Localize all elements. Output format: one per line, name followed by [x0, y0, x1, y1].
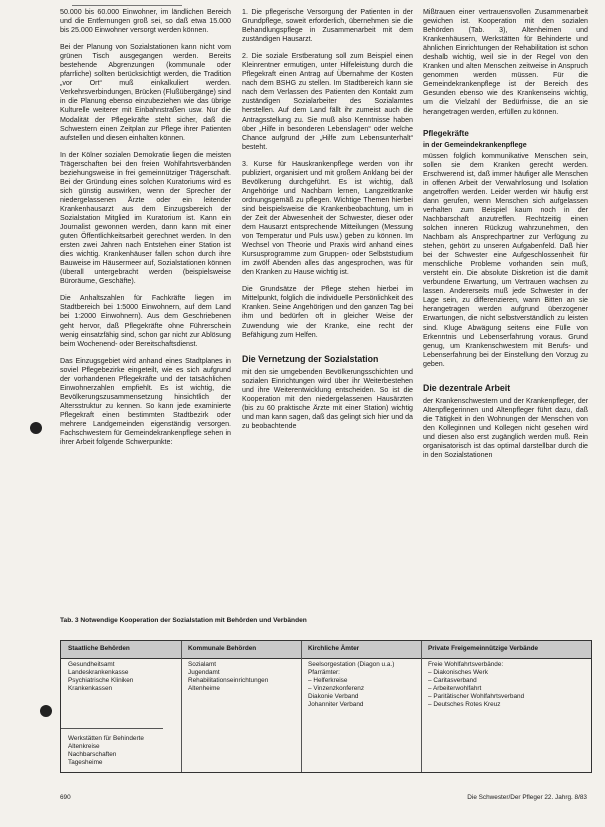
section-subheading: in der Gemeindekrankenpflege: [423, 140, 527, 149]
table-item: – Helferkreise: [308, 677, 348, 684]
table-item: Altenheime: [188, 685, 220, 692]
punch-hole-icon: [40, 705, 52, 717]
table-item: Nachbarschaften: [68, 751, 117, 758]
table-item: Pfarrämter:: [308, 669, 340, 676]
paragraph: Das Einzugsgebiet wird anhand eines Stadtplanes in soviel Pflegebezirke eingeteilt, wie es sich aufgrund der vorhandenen Pflegekräfte und der tatsächlichen Einwohnerzahlen empfiehlt. Es ist wichtig, die Bevölkerungszusammensetzung hinsichtlich der Altersstruktur zu kennen. So kann jede examinierte Pflegekraft einen bestimmten Stadtbezirk oder mehrere Landgemeinden eigenständig versorgen. Fachschwestern für Gemeindekrankenpflege sehen in ihrer Arbeit folgende Schwerpunkte:: [60, 356, 231, 447]
table-header-cell: Staatliche Behörden: [68, 645, 130, 652]
table-header-cell: Private Freigemeinnützige Verbände: [428, 645, 539, 652]
table-item: – Diakonisches Werk: [428, 669, 488, 676]
table-item: – Arbeiterwohlfahrt: [428, 685, 482, 692]
paragraph: müssen folglich kommunikative Menschen sein, sollen sie dem Kranken gerecht werden. Erschwerend ist, daß immer häufiger alle Menschen in offenen Arbeit der Verwahrlosung und Isolation angetroffen werden. Leider werden wir häufig erst dann gerufen, wenn Menschen sich aufgelassen verhalten zum Beispiel kaum noch in der Nachbarschaft anzutreffen. Rechtzeitig einen solchen inneren Rückzug wahrzunehmen, den Nachbarn als Ansprechpartner zur Verfügung zu stehen, gehört zu unseren Aufgabenfeld. Daß hier bei der Schwester eine Aufgeschlossenheit für menschliche Probleme vorhanden sein muß, versteht ein. Die absolute Diskretion ist die damit verbundene Erwartung, um Vertrauen wachsen zu lassen. Andererseits muß jede Schwester in der Lage sein, zu differenzieren, wann Bitten an sie herangetragen werden aufgrund überzogener Erwartungen, die nicht selbstverständlich zu leisten sind. Kluge Abwägung seitens eine Fülle von Erkenntnis und Lebenserfahrung voraus. Grund genug, um Krankenschwestern mit Berufs- und Lebenserfahrung bei der Einstellung den Vorzug zu geben.: [423, 151, 588, 368]
table-item: Psychiatrische Kliniken: [68, 677, 134, 684]
paragraph: Die Grundsätze der Pflege stehen hierbei im Mittelpunkt, folglich die individuelle Persönlichkeit des Kranken. Seine Angehörigen und den ganzen Tag bei ihm und bedürfen oft in gleicher Weise der Zuwendung wie der Kranke, eine recht der Befähigung zum Helfen.: [242, 285, 413, 339]
table-item: Krankenkassen: [68, 685, 113, 692]
table-divider: [181, 641, 182, 772]
paragraph: 1. Die pflegerische Versorgung der Patienten in der Grundpflege, soweit erforderlich, übernehmen sie die Behandlungspflege in Zusammenarbeit mit dem zuständigen Hausarzt.: [242, 8, 413, 44]
paragraph: der Krankenschwestern und der Krankenpfleger, der Altenpflegerinnen und Altenpfleger führt dazu, daß die Tätigkeit in den Wohnungen der Menschen von den Kolleginnen und Kollegen nicht gesehen wird und diesen also erst zugänglich werden muß. Rein organisatorisch ist das optimal darstellbar durch die in den Sozialstationen: [423, 396, 588, 460]
table-row-divider: [61, 728, 163, 729]
paragraph: mit den sie umgebenden Bevölkerungsschichten und sozialen Einrichtungen wird über ihr Weiterbestehen und ihre Weiterentwicklung entscheiden. So ist die Kooperation mit den niedergelassenen Hausärzten (bis zu 60 praktische Ärzte mit einer Station) wichtig und man kann sagen, daß das gelingt sich hier und da zu beobachtende: [242, 367, 413, 430]
paragraph: 3. Kurse für Hauskrankenpflege werden von ihr publiziert, organisiert und mit großem Anklang bei der Bevölkerung durchgeführt. Es ist wichtig, daß Angehörige und Nachbarn lernen, Langzeitkranke ordnungsgemäß zu pflegen. Wichtige Themen hierbei sind beispielsweise die Krankenbeobachtung, um in der Zeit der Abwesenheit der Schwester, dieser oder dem Hausarzt entsprechende Mitteilungen (Messung von Temperatur und Puls usw.) geben zu können. Im Wechsel von Theorie und Praxis wird anhand eines Kursusprogramme zum Gruppen- oder Selbststudium im zwölf Abenden alles das angesprochen, was für den Kranken zu Hause wichtig ist.: [242, 159, 413, 277]
table-item: Landeskrankenkasse: [68, 669, 129, 676]
section-heading: Die Vernetzung der Sozialstation: [242, 353, 379, 364]
table-header-row: [61, 641, 591, 659]
section-heading: Pflegekräfte: [423, 128, 469, 138]
paragraph: 2. Die soziale Erstberatung soll zum Beispiel einen Kleinrentner ermutigen, unter Hilfeleistung durch die Pflegekraft einen Antrag auf Übernahme der Kosten nach dem BSHG zu stellen. Im Stadtbereich kann sie nach dem Verlassen des Patienten den Kontakt zum zuständigen Sozialarbeiter des Sozialamtes herstellen. Auf dem Land fällt ihr zumeist auch die Antragsstellung zu. Sie muß also Kenntnisse haben über „Hilfe in besonderen Lebenslagen“ oder welche Chance aufgrund der „Hilfe zum Lebensunterhalt“ besteht.: [242, 52, 413, 151]
table-item: Werkstätten für Behinderte: [68, 735, 144, 742]
page-number: 690: [60, 794, 71, 801]
section-heading: Die dezentrale Arbeit: [423, 382, 511, 393]
table-item: Rehabilitationseinrichtungen: [188, 677, 269, 684]
punch-hole-icon: [30, 422, 42, 434]
text-column-3: [423, 8, 588, 468]
table-cell-kommunale: [188, 661, 268, 693]
table-cell-private: [428, 661, 524, 709]
table-item: Tagesheime: [68, 759, 103, 766]
table-item: Jugendamt: [188, 669, 220, 676]
table-cell-staatliche: [68, 661, 133, 693]
table-cell-kirchliche: [308, 661, 394, 709]
paragraph: Die Anhaltszahlen für Fachkräfte liegen im Stadtbereich bei 1:5000 Einwohnern, auf dem Land bei 1:2000 Einwohnern). Aus dem Geschriebenen geht hervor, daß Pflegekräfte ohne Führerschein wenig einsatzfähig sind, schon gar nicht zur Ablösung beim Wochenend- oder Bereitschaftsdienst.: [60, 294, 231, 348]
table-item: – Paritätischer Wohlfahrtsverband: [428, 693, 525, 700]
table-caption: Tab. 3 Notwendige Kooperation der Sozialstation mit Behörden und Verbänden: [60, 617, 307, 624]
paragraph: Mißtrauen einer vertrauensvollen Zusammenarbeit gewichen ist. Kooperation mit den sozialen Behörden (Tab. 3), Altenheimen und Krankenhäusern, Werkstätten für Behinderte und ähnlichen Einrichtungen der Rehabilitation ist schon deshalb wichtig, weil sie in der Regel von den Kranken und alten Menschen zeitweise in Anspruch genommen werden müssen. Für die Gemeindekrankenpflege ist der Bereich des Gesunden ebenso wie des Krankenseins wichtig, um die Vielzahl der Bedürfnisse, die an sie herangetragen werden, erfüllen zu können.: [423, 8, 588, 116]
table-cell-staatliche-extra: [68, 735, 144, 767]
table-item: – Deutsches Rotes Kreuz: [428, 701, 501, 708]
text-column-2: [242, 8, 413, 439]
running-header-rule: [72, 0, 182, 6]
text-column-1: [60, 8, 231, 455]
table-item: Johanniter Verband: [308, 701, 364, 708]
table-header-cell: Kirchliche Ämter: [308, 645, 360, 652]
table-item: Diakonie Verband: [308, 693, 359, 700]
table-header-cell: Kommunale Behörden: [188, 645, 257, 652]
cooperation-table: [60, 640, 592, 773]
table-item: – Caritasverband: [428, 677, 477, 684]
table-item: Seelsorgestation (Diagon u.a.): [308, 661, 395, 668]
table-item: Gesundheitsamt: [68, 661, 115, 668]
table-divider: [421, 641, 422, 772]
paragraph: In der Kölner sozialen Demokratie liegen die meisten Trägerschaften bei den freien Wohlfahrtsverbänden beziehungsweise in frei gemeinnütziger Trägerschaft. Bei der Gründung eines solchen Kuratoriums wird es sich günstig auswirken, wenn der Sprecher der niedergelassenen Ärzte oder ein leitender Krankenhausarzt aus dem Einzugsbereich der Sozialstation Mitglied im Kuratorium ist. Kann ein Journalist gewonnen werden, dann kann mit einer guten Öffentlichkeitsarbeit gerechnet werden. In den ersten zwei Jahren nach Entstehen einer Station ist dies wichtig. Krankenhäuser fallen schon durch ihre Bauweise im Häusermeer auf, Sozialstationen können (überall untergebracht werden (beispielsweise Büroräume, Geschäfte).: [60, 150, 231, 286]
paragraph: 50.000 bis 60.000 Einwohner, im ländlichen Bereich und die Entfernungen groß sei, so daß etwa 15.000 bis 25.000 Einwohner versorgt werden können.: [60, 8, 231, 35]
paragraph: Bei der Planung von Sozialstationen kann nicht vom grünen Tisch ausgegangen werden. Bereits bestehende Abgrenzungen (kommunale oder pfarrliche) sollten berücksichtigt werden, die Tradition „vor Ort“ muß einkalkuliert werden. Verkehrsverbindungen, Brücken (Flußübergänge) sind in die Planung ebenso einzubeziehen wie das übrige Kulturelle weiterer mit Einbahnstraßen usw. Nur die Modalität der Pflegekräfte steht sicher, daß die Schwestern einen Zeitplan zur Pflege ihrer Patienten aufstellen und diesen einhalten können.: [60, 43, 231, 142]
table-item: Sozialamt: [188, 661, 217, 668]
journal-footer: Die Schwester/Der Pfleger 22. Jahrg. 8/83: [467, 794, 587, 801]
table-divider: [301, 641, 302, 772]
table-item: – Vinzenzkonferenz: [308, 685, 365, 692]
table-item: Altenkreise: [68, 743, 100, 750]
table-item: Freie Wohlfahrtsverbände:: [428, 661, 504, 668]
